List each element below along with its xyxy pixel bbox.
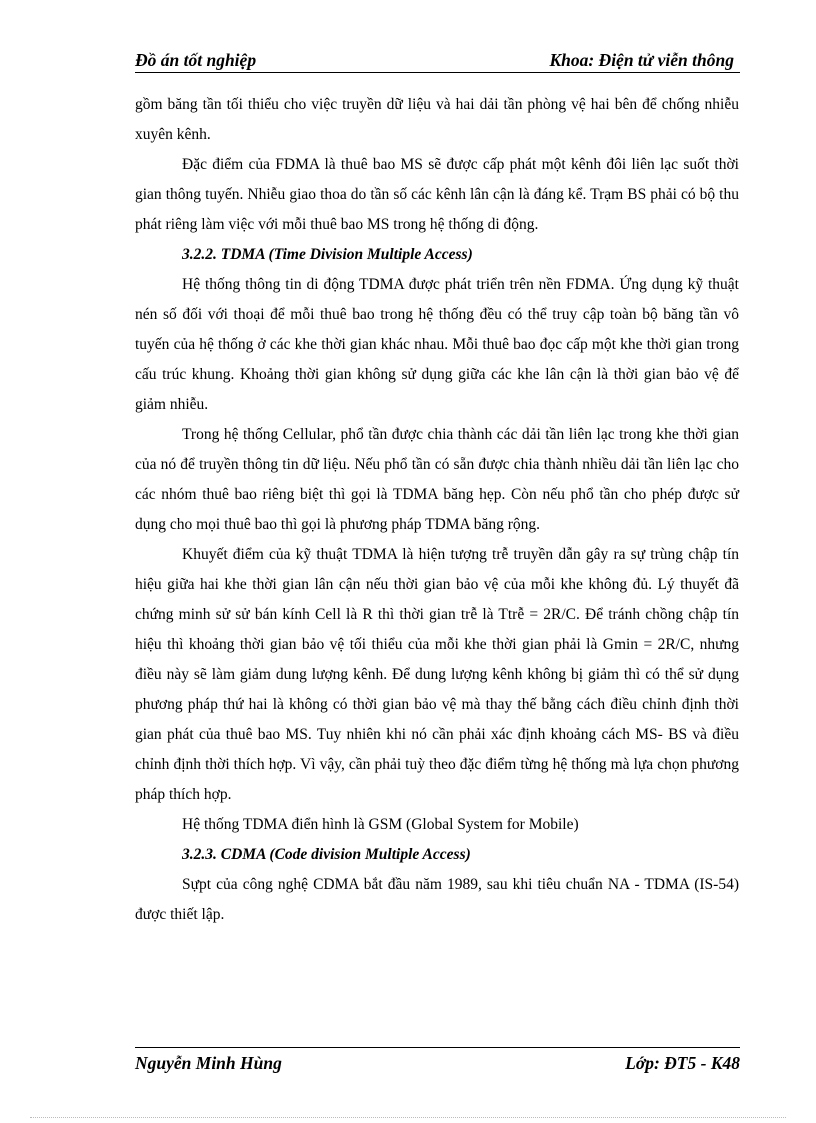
- footer-class: Lớp: ĐT5 - K48: [625, 1053, 740, 1073]
- header-title: Đồ án tốt nghiệp: [135, 50, 257, 70]
- paragraph: gồm băng tần tối thiểu cho việc truyền dữ liệu và hai dải tần phòng vệ hai bên để chống nhiễu xuyên kênh.: [135, 96, 739, 143]
- paragraph: Khuyết điểm của kỹ thuật TDMA là hiện tượng trễ truyền dẫn gây ra sự trùng chập tín hiệu giữa hai khe thời gian lân cận nếu thời gian bảo vệ của mỗi khe không đủ. Lý thuyết đã chứng minh sử sử bán kính Cell là R thì thời gian trễ là Ttrễ = 2R/C. Để tránh chồng chập tín hiệu thì khoảng thời gian bảo vệ tối thiểu của mỗi khe thời gian phải là Gmin = 2R/C, nhưng điều này sẽ làm giảm dung lượng kênh. Để dung lượng kênh không bị giảm thì có thể sử dụng phương pháp thứ hai là không có thời gian bảo vệ mà thay thế bằng cách điều chỉnh định thời gian phát của thuê bao MS. Tuy nhiên khi nó cần phải xác định khoảng cách MS- BS và điều chỉnh định thời thích hợp. Vì vậy, cần phải tuỳ theo đặc điểm từng hệ thống mà lựa chọn phương pháp thích hợp.: [135, 546, 739, 803]
- paragraph: Sựpt của công nghệ CDMA bắt đầu năm 1989, sau khi tiêu chuẩn NA - TDMA (IS-54) được thiết lập.: [135, 876, 739, 923]
- page-body: [135, 90, 739, 930]
- paragraph: Trong hệ thống Cellular, phổ tần được chia thành các dải tần liên lạc trong khe thời gian của nó để truyền thông tin dữ liệu. Nếu phổ tần có sẵn được chia thành nhiều dải tần liên lạc cho các nhóm thuê bao riêng biệt thì gọi là TDMA băng hẹp. Còn nếu phổ tần cho phép được sử dụng cho mọi thuê bao thì gọi là phương pháp TDMA băng rộng.: [135, 426, 739, 533]
- page-bottom-divider: [30, 1117, 786, 1118]
- section-heading-cdma: 3.2.3. CDMA (Code division Multiple Access): [182, 846, 471, 863]
- paragraph: Hệ thống thông tin di động TDMA được phát triển trên nền FDMA. Ứng dụng kỹ thuật nén số đối với thoại để mỗi thuê bao trong hệ thống đều có thể truy cập toàn bộ băng tần vô tuyến của hệ thống ở các khe thời gian khác nhau. Mỗi thuê bao đọc cấp một khe thời gian trong cấu trúc khung. Khoảng thời gian không sử dụng giữa các khe lân cận là thời gian bảo vệ để giảm nhiễu.: [135, 276, 739, 413]
- footer-author: Nguyễn Minh Hùng: [135, 1053, 282, 1073]
- paragraph: Hệ thống TDMA điển hình là GSM (Global System for Mobile): [182, 816, 579, 833]
- page-header: [135, 47, 740, 73]
- section-heading-tdma: 3.2.2. TDMA (Time Division Multiple Access): [182, 246, 473, 263]
- header-department: Khoa: Điện tử viễn thông: [549, 50, 734, 70]
- paragraph: Đặc điểm của FDMA là thuê bao MS sẽ được cấp phát một kênh đôi liên lạc suốt thời gian thông tuyến. Nhiễu giao thoa do tần số các kênh lân cận là đáng kể. Trạm BS phải có bộ thu phát riêng làm việc với mỗi thuê bao MS trong hệ thống di động.: [135, 156, 739, 233]
- page-footer: [135, 1047, 740, 1078]
